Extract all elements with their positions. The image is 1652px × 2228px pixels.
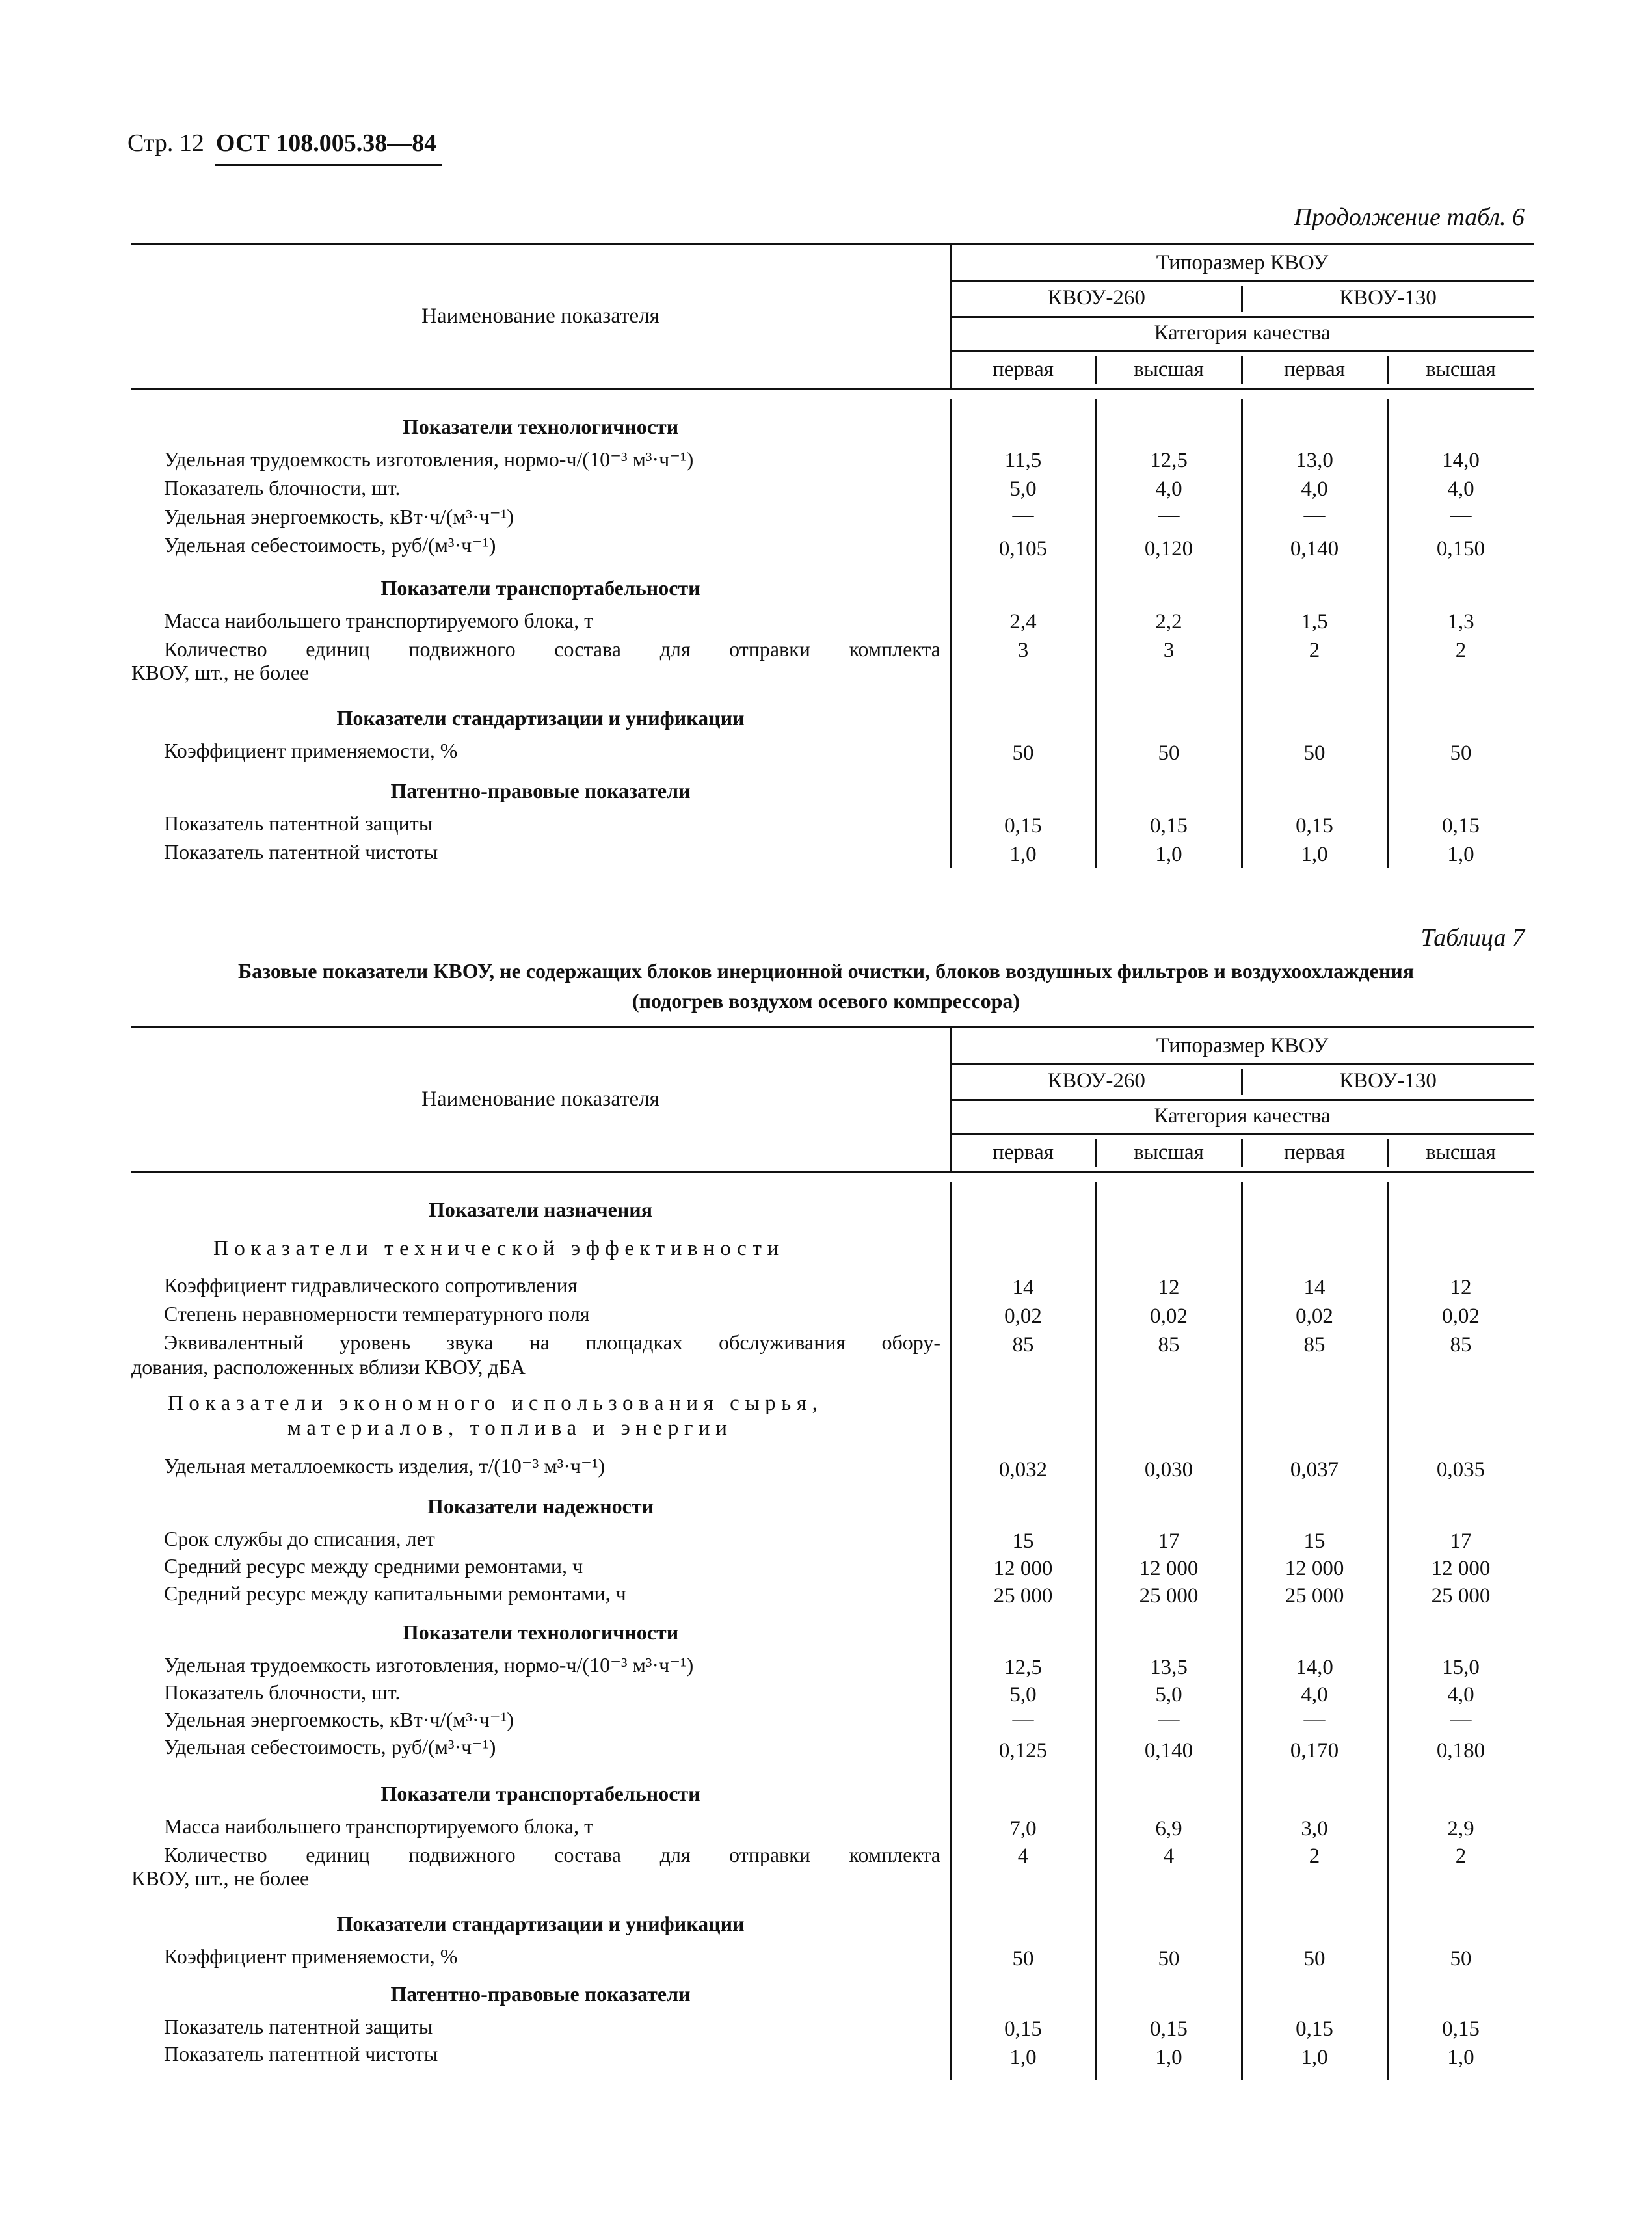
header-rule bbox=[951, 350, 1534, 352]
table-cell: 0,140 bbox=[1290, 537, 1339, 561]
section-heading: Патентно-правовые показатели bbox=[390, 779, 691, 802]
table7-title-line2: (подогрев воздухом осевого компрессора) bbox=[632, 989, 1020, 1013]
row-label: Коэффициент применяемости, % bbox=[164, 739, 458, 762]
table-cell: — bbox=[1158, 1708, 1180, 1731]
table-cell: 15 bbox=[1303, 1530, 1326, 1553]
table-cell: 12 000 bbox=[1431, 1557, 1491, 1580]
column-header-model: КВОУ-260 bbox=[1048, 1069, 1145, 1093]
table-cell: — bbox=[1012, 1708, 1034, 1731]
table-cell: 2 bbox=[1455, 639, 1467, 662]
table-cell: — bbox=[1158, 503, 1180, 527]
table-cell: 0,140 bbox=[1144, 1739, 1193, 1762]
header-rule bbox=[951, 1099, 1534, 1101]
table-cell: 1,0 bbox=[1009, 2046, 1037, 2069]
row-label: Показатель патентной чистоты bbox=[164, 840, 438, 864]
row-label-continuation: дования, расположенных вблизи КВОУ, дБА bbox=[131, 1355, 526, 1379]
table-cell: 4 bbox=[1163, 1844, 1175, 1868]
table-cell: 12 000 bbox=[1139, 1557, 1199, 1580]
table-cell: 4 bbox=[1017, 1844, 1029, 1868]
table-cell: — bbox=[1303, 1708, 1326, 1731]
row-label: Количество единиц подвижного состава для отправки комплекта bbox=[164, 1843, 940, 1866]
row-label: Показатель патентной чистоты bbox=[164, 2042, 438, 2065]
table-cell: 15 bbox=[1012, 1530, 1034, 1553]
table-cell: 1,3 bbox=[1447, 610, 1474, 633]
row-label: Показатель блочности, шт. bbox=[164, 476, 401, 499]
row-label: Средний ресурс между средними ремонтами, ч bbox=[164, 1554, 583, 1578]
column-header-typesize: Типоразмер КВОУ bbox=[1156, 251, 1329, 274]
table-cell: 12,5 bbox=[1150, 449, 1188, 472]
table-cell: 2,9 bbox=[1447, 1817, 1474, 1840]
section-heading: Показатели стандартизации и унификации bbox=[336, 1912, 745, 1935]
table-top-rule bbox=[131, 243, 1534, 245]
table-cell: 25 000 bbox=[1139, 1584, 1199, 1608]
table-cell: 25 000 bbox=[1431, 1584, 1491, 1608]
table-cell: 0,02 bbox=[1150, 1305, 1188, 1328]
table-cell: 1,0 bbox=[1447, 843, 1474, 866]
column-header-quality: Категория качества bbox=[1154, 1104, 1331, 1128]
table-cell: 0,02 bbox=[1296, 1305, 1333, 1328]
table-cell: 4,0 bbox=[1447, 1683, 1474, 1706]
table-cell: 0,15 bbox=[1150, 2017, 1188, 2041]
table-cell: — bbox=[1012, 503, 1034, 527]
row-label: Количество единиц подвижного состава для отправки комплекта bbox=[164, 637, 940, 661]
table-cell: 0,15 bbox=[1296, 814, 1333, 838]
row-label: Эквивалентный уровень звука на площадках обслуживания обору- bbox=[164, 1331, 940, 1354]
table-cell: 50 bbox=[1158, 1947, 1180, 1970]
table-cell: 2 bbox=[1309, 1844, 1320, 1868]
table-cell: 0,15 bbox=[1442, 2017, 1480, 2041]
table-cell: 17 bbox=[1450, 1530, 1472, 1553]
column-header-typesize: Типоразмер КВОУ bbox=[1156, 1034, 1329, 1057]
section-heading: Показатели технологичности bbox=[402, 1621, 679, 1644]
table-cell: 0,125 bbox=[998, 1739, 1048, 1762]
table-cell: 50 bbox=[1158, 741, 1180, 765]
table-cell: 4,0 bbox=[1155, 477, 1182, 501]
header-rule bbox=[951, 1133, 1534, 1135]
table7-title: Базовые показатели КВОУ, не содержащих блоков инерционной очистки, блоков воздушных фильтров и воздухоохлаждения bbox=[237, 959, 1414, 983]
column-header-category: высшая bbox=[1134, 1141, 1204, 1164]
column-header-category: высшая bbox=[1134, 358, 1204, 381]
table-cell: 50 bbox=[1012, 1947, 1034, 1970]
section-heading: Показатели транспортабельности bbox=[380, 1782, 700, 1805]
table-cell: 2 bbox=[1309, 639, 1320, 662]
row-label: Показатель блочности, шт. bbox=[164, 1680, 401, 1704]
column-header-category: первая bbox=[993, 358, 1054, 381]
page-number: Стр. 12 bbox=[127, 129, 204, 157]
table-cell: 12 000 bbox=[1285, 1557, 1344, 1580]
table-cell: 13,5 bbox=[1150, 1656, 1188, 1679]
column-header-quality: Категория качества bbox=[1154, 321, 1331, 345]
column-header-category: первая bbox=[1284, 358, 1345, 381]
table-cell: 50 bbox=[1303, 1947, 1326, 1970]
table7-caption: Таблица 7 bbox=[1420, 924, 1525, 951]
table-cell: 1,0 bbox=[1301, 843, 1328, 866]
table-cell: 85 bbox=[1012, 1333, 1034, 1357]
row-label-continuation: КВОУ, шт., не более bbox=[131, 661, 310, 684]
header-rule bbox=[951, 316, 1534, 318]
table-cell: 11,5 bbox=[1004, 449, 1042, 472]
standard-number: ОСТ 108.005.38—84 bbox=[215, 129, 437, 157]
table-cell: 50 bbox=[1303, 741, 1326, 765]
table-cell: 6,9 bbox=[1155, 1817, 1182, 1840]
row-label: Степень неравномерности температурного поля bbox=[164, 1302, 590, 1325]
row-label: Средний ресурс между капитальными ремонтами, ч bbox=[164, 1582, 626, 1605]
table-cell: 0,180 bbox=[1436, 1739, 1485, 1762]
table-cell: 0,030 bbox=[1144, 1458, 1193, 1481]
row-label: Удельная трудоемкость изготовления, нормо-ч/(10⁻³ м³·ч⁻¹) bbox=[164, 447, 694, 471]
table-cell: 85 bbox=[1450, 1333, 1472, 1357]
table-cell: 0,037 bbox=[1290, 1458, 1339, 1481]
table-cell: — bbox=[1450, 1708, 1472, 1731]
table6-caption: Продолжение табл. 6 bbox=[1294, 204, 1525, 231]
row-label: Коэффициент применяемости, % bbox=[164, 1944, 458, 1968]
table-cell: 2,2 bbox=[1155, 610, 1182, 633]
table-cell: 0,15 bbox=[1004, 814, 1042, 838]
table-cell: 12 bbox=[1158, 1276, 1180, 1299]
header-underline bbox=[215, 164, 442, 166]
header-bottom-rule bbox=[131, 1171, 1534, 1173]
subsection-heading-continuation: материалов, топлива и энергии bbox=[287, 1416, 733, 1440]
table6 bbox=[131, 243, 1534, 887]
table-cell: 85 bbox=[1303, 1333, 1326, 1357]
table-cell: — bbox=[1303, 503, 1326, 527]
table-cell: 1,0 bbox=[1009, 843, 1037, 866]
column-header-name: Наименование показателя bbox=[421, 1087, 659, 1111]
table-cell: 50 bbox=[1012, 741, 1034, 765]
table-cell: 12,5 bbox=[1004, 1656, 1042, 1679]
section-heading: Показатели технологичности bbox=[402, 415, 679, 438]
subsection-heading: Показатели технической эффективности bbox=[213, 1237, 784, 1260]
table-cell: 25 000 bbox=[993, 1584, 1053, 1608]
table-cell: 1,0 bbox=[1447, 2046, 1474, 2069]
row-label: Удельная трудоемкость изготовления, нормо-ч/(10⁻³ м³·ч⁻¹) bbox=[164, 1653, 694, 1677]
table-cell: 50 bbox=[1450, 1947, 1472, 1970]
table-cell: 15,0 bbox=[1442, 1656, 1480, 1679]
table-cell: 3 bbox=[1017, 639, 1029, 662]
row-label: Коэффициент гидравлического сопротивления bbox=[164, 1273, 578, 1297]
table-cell: 14 bbox=[1012, 1276, 1034, 1299]
table-cell: 1,0 bbox=[1155, 2046, 1182, 2069]
row-label: Удельная себестоимость, руб/(м³·ч⁻¹) bbox=[164, 1735, 496, 1758]
header-rule bbox=[951, 1063, 1534, 1065]
section-heading: Показатели стандартизации и унификации bbox=[336, 706, 745, 730]
row-label: Удельная энергоемкость, кВт·ч/(м³·ч⁻¹) bbox=[164, 1708, 514, 1731]
header-bottom-rule bbox=[131, 388, 1534, 390]
table-cell: 0,02 bbox=[1442, 1305, 1480, 1328]
row-label: Удельная металлоемкость изделия, т/(10⁻³ м³·ч⁻¹) bbox=[164, 1454, 606, 1478]
table-top-rule bbox=[131, 1026, 1534, 1028]
table-cell: 25 000 bbox=[1285, 1584, 1344, 1608]
column-header-category: первая bbox=[1284, 1141, 1345, 1164]
section-heading: Патентно-правовые показатели bbox=[390, 1982, 691, 2006]
column-header-category: высшая bbox=[1426, 358, 1496, 381]
row-label: Показатель патентной защиты bbox=[164, 812, 433, 835]
table-cell: 0,035 bbox=[1436, 1458, 1485, 1481]
column-header-name: Наименование показателя bbox=[421, 304, 659, 328]
table-cell: 5,0 bbox=[1155, 1683, 1182, 1706]
section-heading: Показатели назначения bbox=[428, 1198, 653, 1221]
table-cell: 2,4 bbox=[1009, 610, 1037, 633]
table-cell: 3 bbox=[1163, 639, 1175, 662]
table-cell: 0,170 bbox=[1290, 1739, 1339, 1762]
table-cell: 5,0 bbox=[1009, 1683, 1037, 1706]
header-rule bbox=[951, 280, 1534, 282]
table-cell: — bbox=[1450, 503, 1472, 527]
page-header bbox=[127, 129, 436, 157]
table-cell: 12 bbox=[1450, 1276, 1472, 1299]
table-cell: 14,0 bbox=[1442, 449, 1480, 472]
section-heading: Показатели транспортабельности bbox=[380, 576, 700, 600]
subsection-heading: Показатели экономного использования сырья, bbox=[168, 1392, 823, 1415]
table-cell: 1,0 bbox=[1155, 843, 1182, 866]
table-cell: 14 bbox=[1303, 1276, 1326, 1299]
table-cell: 0,02 bbox=[1004, 1305, 1042, 1328]
table-cell: 1,0 bbox=[1301, 2046, 1328, 2069]
table-cell: 2 bbox=[1455, 1844, 1467, 1868]
table-cell: 0,120 bbox=[1144, 537, 1193, 561]
row-label: Масса наибольшего транспортируемого блока, т bbox=[164, 609, 594, 632]
row-label: Удельная себестоимость, руб/(м³·ч⁻¹) bbox=[164, 533, 496, 557]
table-cell: 3,0 bbox=[1301, 1817, 1328, 1840]
table-cell: 0,105 bbox=[998, 537, 1048, 561]
table-cell: 0,15 bbox=[1442, 814, 1480, 838]
table-cell: 85 bbox=[1158, 1333, 1180, 1357]
table-cell: 0,15 bbox=[1150, 814, 1188, 838]
table-cell: 13,0 bbox=[1296, 449, 1333, 472]
table-cell: 4,0 bbox=[1301, 1683, 1328, 1706]
column-header-category: высшая bbox=[1426, 1141, 1496, 1164]
table-cell: 12 000 bbox=[993, 1557, 1053, 1580]
table-cell: 4,0 bbox=[1301, 477, 1328, 501]
row-label: Удельная энергоемкость, кВт·ч/(м³·ч⁻¹) bbox=[164, 505, 514, 528]
table-cell: 0,032 bbox=[998, 1458, 1048, 1481]
row-label: Срок службы до списания, лет bbox=[164, 1527, 435, 1550]
table-cell: 50 bbox=[1450, 741, 1472, 765]
table-cell: 1,5 bbox=[1301, 610, 1328, 633]
column-header-model: КВОУ-260 bbox=[1048, 286, 1145, 310]
table-cell: 0,15 bbox=[1004, 2017, 1042, 2041]
section-heading: Показатели надежности bbox=[427, 1494, 654, 1518]
table7 bbox=[131, 1026, 1534, 2093]
table-cell: 5,0 bbox=[1009, 477, 1037, 501]
table-cell: 7,0 bbox=[1009, 1817, 1037, 1840]
row-label-continuation: КВОУ, шт., не более bbox=[131, 1866, 310, 1890]
column-header-category: первая bbox=[993, 1141, 1054, 1164]
row-label: Масса наибольшего транспортируемого блока, т bbox=[164, 1814, 594, 1838]
column-header-model: КВОУ-130 bbox=[1339, 286, 1437, 310]
table-cell: 14,0 bbox=[1296, 1656, 1333, 1679]
table-cell: 0,15 bbox=[1296, 2017, 1333, 2041]
table-cell: 17 bbox=[1158, 1530, 1180, 1553]
table-cell: 4,0 bbox=[1447, 477, 1474, 501]
column-header-model: КВОУ-130 bbox=[1339, 1069, 1437, 1093]
table-cell: 0,150 bbox=[1436, 537, 1485, 561]
row-label: Показатель патентной защиты bbox=[164, 2015, 433, 2038]
